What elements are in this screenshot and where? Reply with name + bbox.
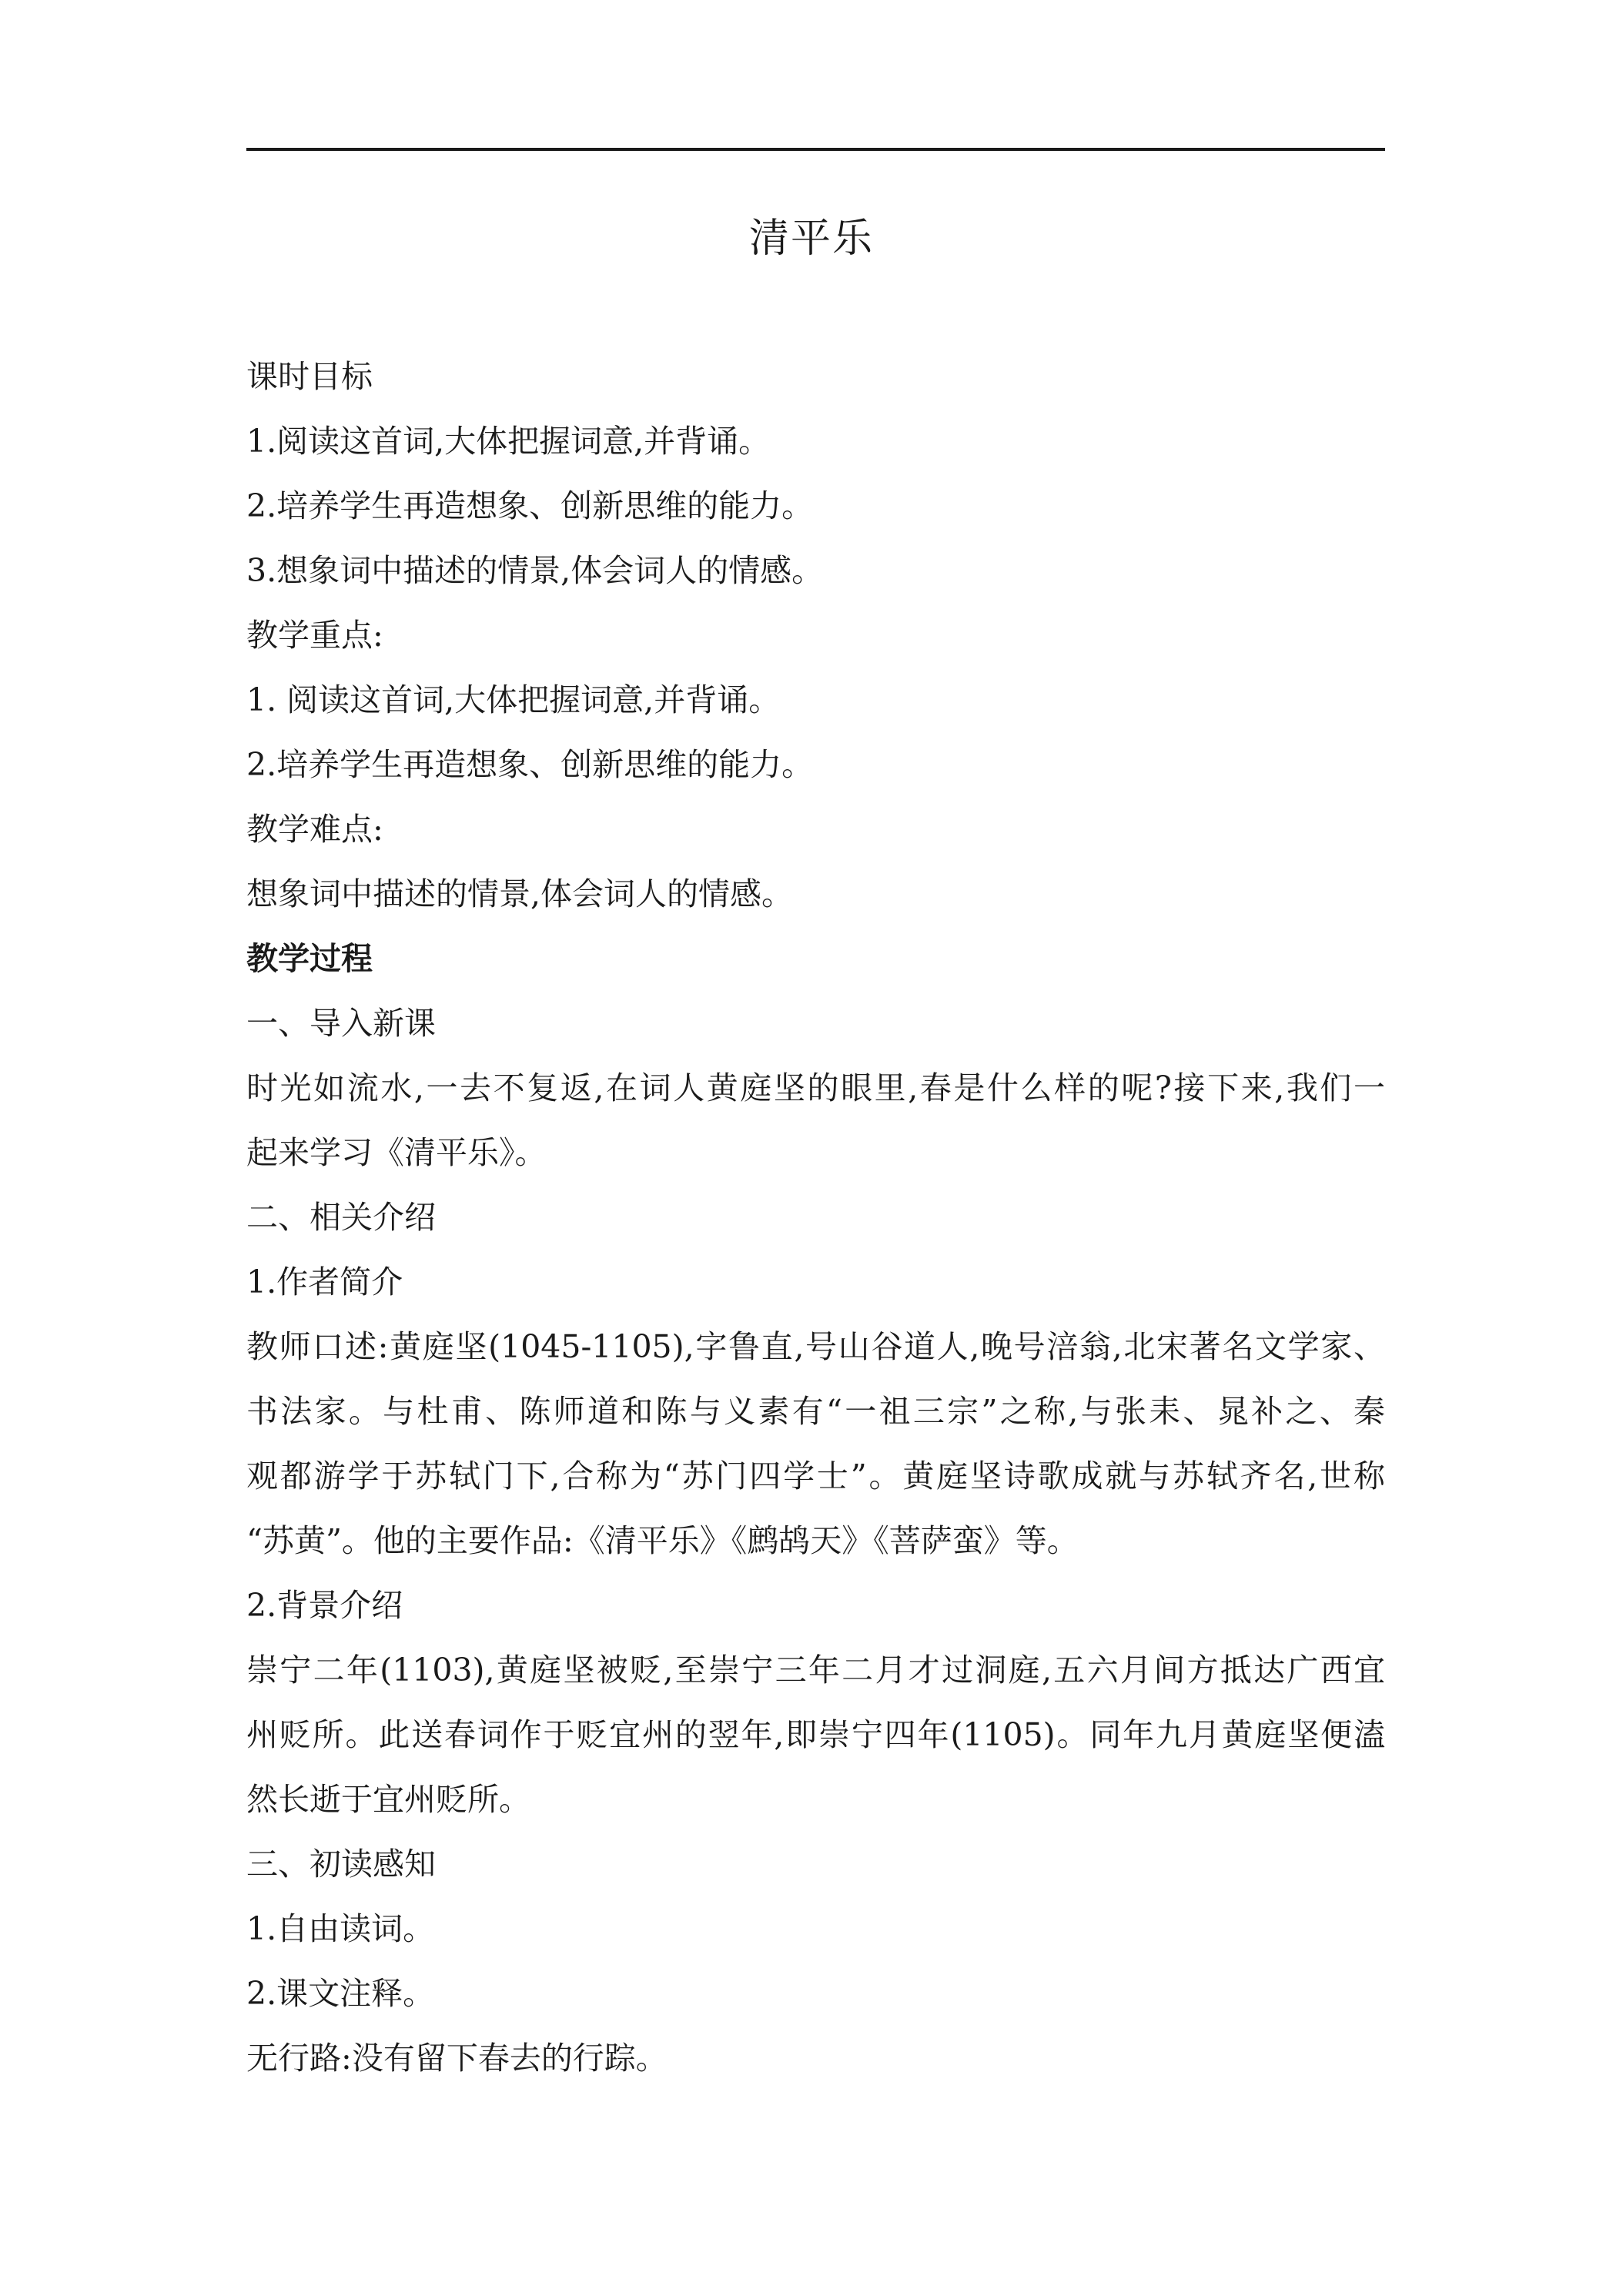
subsection-heading-first-reading: 三、初读感知 bbox=[246, 1846, 436, 1883]
document-body bbox=[246, 344, 1385, 2090]
paragraph-line: 然长逝于宜州贬所。 bbox=[246, 1781, 530, 1818]
paragraph-line: 教师口述:黄庭坚(1045-1105),字鲁直,号山谷道人,晚号涪翁,北宋著名文学家、 bbox=[246, 1328, 1385, 1365]
section-heading-process: 教学过程 bbox=[246, 940, 373, 977]
objective-item-2: 2.培养学生再造想象、创新思维的能力。 bbox=[246, 487, 814, 524]
paragraph-line: 书法家。与杜甫、陈师道和陈与义素有“一祖三宗”之称,与张耒、晁补之、秦 bbox=[246, 1393, 1385, 1430]
section-heading-difficulties: 教学难点: bbox=[246, 811, 383, 848]
paragraph-line: 州贬所。此送春词作于贬宜州的翌年,即崇宁四年(1105)。同年九月黄庭坚便溘 bbox=[246, 1716, 1385, 1753]
subsection-heading-intro: 一、导入新课 bbox=[246, 1005, 436, 1042]
paragraph-line: 观都游学于苏轼门下,合称为“苏门四学士”。黄庭坚诗歌成就与苏轼齐名,世称 bbox=[246, 1458, 1385, 1494]
header-rule bbox=[246, 148, 1385, 151]
objective-item-1: 1.阅读这首词,大体把握词意,并背诵。 bbox=[246, 423, 771, 460]
paragraph-line: 崇宁二年(1103),黄庭坚被贬,至崇宁三年二月才过洞庭,五六月间方抵达广西宜 bbox=[246, 1652, 1385, 1689]
difficulty-item: 想象词中描述的情景,体会词人的情感。 bbox=[246, 875, 794, 912]
paragraph-line: 起来学习《清平乐》。 bbox=[246, 1134, 547, 1171]
paragraph-line: “苏黄”。他的主要作品:《清平乐》《鹧鸪天》《菩萨蛮》等。 bbox=[246, 1522, 1079, 1559]
key-point-item-2: 2.培养学生再造想象、创新思维的能力。 bbox=[246, 746, 814, 783]
paragraph-line: 时光如流水,一去不复返,在词人黄庭坚的眼里,春是什么样的呢?接下来,我们一 bbox=[246, 1069, 1385, 1106]
document-title: 清平乐 bbox=[748, 216, 874, 262]
list-heading-background: 2.背景介绍 bbox=[246, 1587, 403, 1624]
key-point-item-1: 1. 阅读这首词,大体把握词意,并背诵。 bbox=[246, 681, 781, 718]
list-item-free-reading: 1.自由读词。 bbox=[246, 1910, 435, 1947]
list-item-annotations: 2.课文注释。 bbox=[246, 1975, 435, 2012]
objective-item-3: 3.想象词中描述的情景,体会词人的情感。 bbox=[246, 552, 824, 589]
annotation-entry: 无行路:没有留下春去的行踪。 bbox=[246, 2040, 668, 2077]
section-heading-objectives: 课时目标 bbox=[246, 358, 373, 395]
subsection-heading-background-info: 二、相关介绍 bbox=[246, 1199, 436, 1236]
section-heading-key-points: 教学重点: bbox=[246, 617, 383, 654]
list-heading-author: 1.作者简介 bbox=[246, 1263, 403, 1300]
